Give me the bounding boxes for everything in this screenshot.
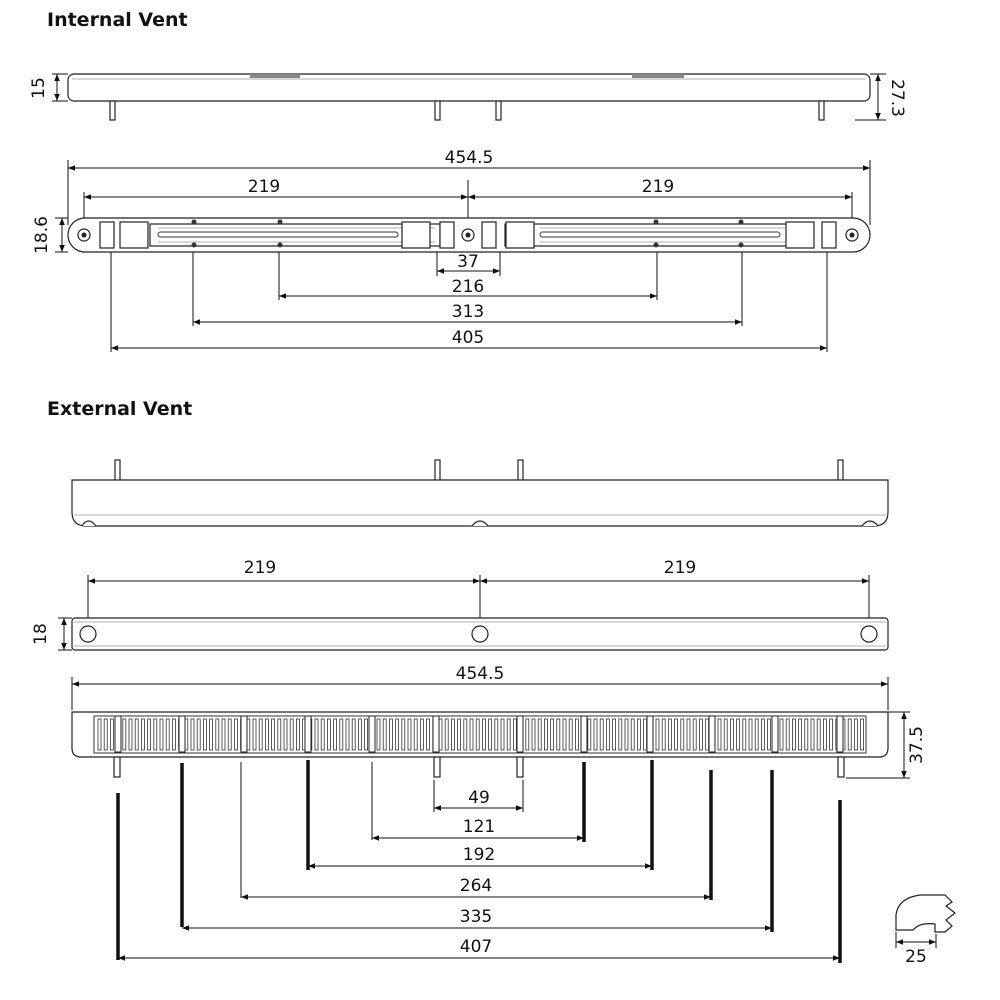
grille-rib bbox=[369, 716, 375, 752]
grille-rib bbox=[517, 716, 523, 752]
internal-overall-length-label: 454.5 bbox=[444, 148, 494, 168]
internal-clip-block-1 bbox=[120, 222, 148, 248]
external-face-height-label: 18 bbox=[31, 623, 51, 645]
grille-rib bbox=[241, 716, 247, 752]
external-overall-length-label: 454.5 bbox=[455, 664, 505, 684]
external-vent-heading: External Vent bbox=[47, 398, 193, 420]
internal-clip-405-label: 405 bbox=[451, 328, 485, 348]
internal-total-height-label: 27.3 bbox=[887, 79, 907, 117]
external-side-view bbox=[72, 460, 888, 526]
external-side-clip-2 bbox=[435, 460, 440, 482]
external-side-body bbox=[72, 480, 888, 526]
grille-rib bbox=[709, 716, 715, 752]
internal-center-block-right bbox=[482, 222, 496, 248]
grille-rib bbox=[581, 716, 587, 752]
external-grille-clip-1 bbox=[114, 757, 120, 777]
internal-side-height-label: 15 bbox=[29, 77, 49, 99]
grille-rib bbox=[433, 716, 439, 752]
internal-clip-216-label: 216 bbox=[451, 277, 485, 297]
internal-side-tab-left bbox=[250, 74, 300, 78]
internal-front-view bbox=[32, 148, 870, 352]
internal-center-block-left bbox=[440, 222, 454, 248]
external-profile-view bbox=[896, 895, 955, 967]
internal-side-clip-4 bbox=[819, 101, 824, 120]
grille-rib bbox=[647, 716, 653, 752]
grille-rib bbox=[179, 716, 185, 752]
external-clip-264-label: 264 bbox=[459, 876, 493, 896]
external-clip-121-label: 121 bbox=[462, 817, 496, 837]
external-clip-49-label: 49 bbox=[468, 788, 490, 808]
internal-side-clip-2 bbox=[435, 101, 440, 120]
internal-clip-gap-label: 37 bbox=[457, 252, 479, 272]
external-grille-height-label: 37.5 bbox=[907, 726, 927, 764]
internal-side-clip-1 bbox=[110, 101, 115, 120]
external-grille-clip-4 bbox=[838, 757, 844, 777]
internal-vent-heading: Internal Vent bbox=[47, 9, 188, 31]
external-front-view bbox=[31, 558, 888, 710]
internal-side-tab-right bbox=[632, 74, 684, 78]
grille-rib bbox=[115, 716, 121, 752]
external-grille-clip-3 bbox=[517, 757, 523, 777]
external-clip-192-label: 192 bbox=[462, 845, 496, 865]
grille-rib bbox=[772, 716, 778, 752]
external-grille-view bbox=[72, 712, 927, 963]
external-grille-clip-2 bbox=[434, 757, 440, 777]
external-screw-hole-center bbox=[472, 626, 488, 642]
internal-clip-313-label: 313 bbox=[451, 302, 485, 322]
internal-clip-block-4 bbox=[786, 222, 814, 248]
internal-side-body bbox=[68, 74, 870, 101]
internal-end-block-right bbox=[822, 222, 836, 248]
external-clip-407-label: 407 bbox=[459, 937, 493, 957]
external-right-hole-spacing-label: 219 bbox=[663, 558, 697, 578]
internal-right-hole-spacing-label: 219 bbox=[641, 177, 675, 197]
internal-right-panel bbox=[505, 224, 790, 246]
external-profile-width-label: 25 bbox=[905, 947, 927, 967]
external-screw-hole-right bbox=[861, 626, 877, 642]
internal-clip-block-2 bbox=[402, 222, 430, 248]
internal-side-clip-3 bbox=[496, 101, 501, 120]
external-left-hole-spacing-label: 219 bbox=[243, 558, 277, 578]
internal-end-block-left bbox=[100, 222, 114, 248]
external-clip-335-label: 335 bbox=[459, 907, 493, 927]
internal-left-hole-spacing-label: 219 bbox=[247, 177, 281, 197]
external-side-clip-1 bbox=[115, 460, 120, 482]
internal-face-height-label: 18.6 bbox=[32, 216, 52, 254]
internal-side-view bbox=[29, 74, 907, 120]
external-profile-shape bbox=[896, 895, 955, 932]
external-screw-hole-left bbox=[80, 626, 96, 642]
grille-rib bbox=[305, 716, 311, 752]
external-side-clip-4 bbox=[838, 460, 843, 482]
external-side-clip-3 bbox=[518, 460, 523, 482]
internal-clip-block-3 bbox=[506, 222, 534, 248]
grille-rib bbox=[837, 716, 843, 752]
